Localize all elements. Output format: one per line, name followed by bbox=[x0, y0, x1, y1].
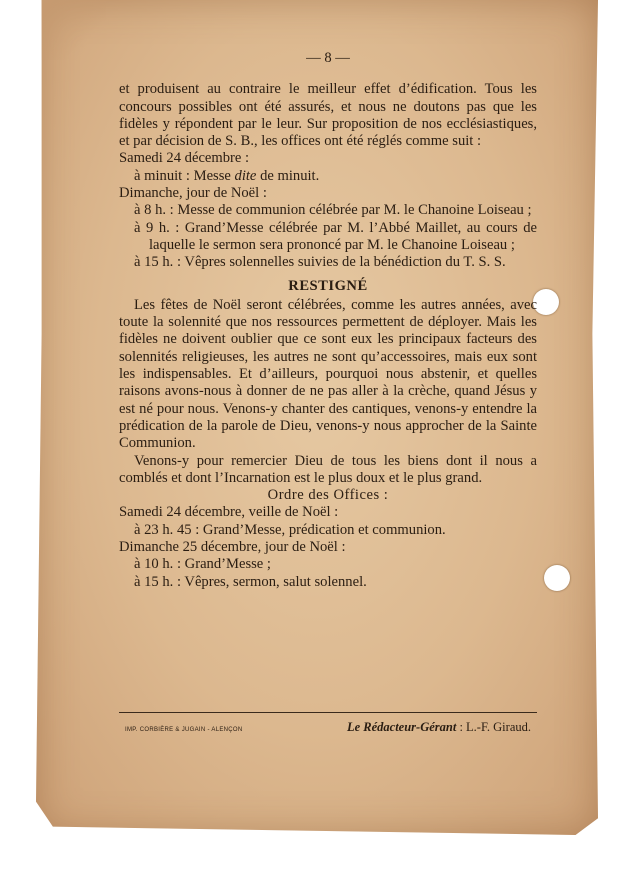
printer-imprint: IMP. CORBIÈRE & JUGAIN - ALENÇON bbox=[125, 727, 243, 733]
saturday-item: à minuit : Messe dite de minuit. bbox=[134, 167, 320, 184]
restigne-saturday-title: Samedi 24 décembre, veille de Noël : bbox=[119, 504, 339, 521]
restigne-sunday-title: Dimanche 25 décembre, jour de Noël : bbox=[119, 539, 346, 556]
sunday-item: à 15 h. : Vêpres solennelles suivies de la bénédiction du T. S. S. bbox=[134, 254, 506, 271]
sunday-title: Dimanche, jour de Noël : bbox=[119, 185, 267, 202]
restigne-paragraph: Les fêtes de Noël seront célébrées, comme les autres années, avec toute la solennité que nos ressources permettent de déployer. Mais les fidèles ne doivent oublier que ce sont eux les principaux facteurs des solennités religieuses, les autres ne sont qu’accessoires, mais eux sont les indispensables. Et d’ailleurs, pourquoi nous abstenir, et quelles raisons avons-nous à donner de ne pas aller à la crèche, quand Jésus y est né pour nous. Venons-y chanter des cantiques, venons-y entendre la prédication de la parole de Dieu, venons-y nous approcher de la Sainte Communion. bbox=[119, 296, 537, 452]
editor-credit: Le Rédacteur-Gérant : L.-F. Giraud. bbox=[346, 720, 531, 734]
restigne-sunday-item: à 15 h. : Vêpres, sermon, salut solennel. bbox=[134, 573, 367, 590]
restigne-sunday-item: à 10 h. : Grand’Messe ; bbox=[134, 556, 271, 573]
page-body bbox=[119, 50, 537, 591]
restigne-saturday-item: à 23 h. 45 : Grand’Messe, prédication et communion. bbox=[134, 521, 446, 538]
section-heading-restigne: RESTIGNÉ bbox=[288, 277, 368, 294]
order-of-offices-title: Ordre des Offices : bbox=[267, 487, 389, 504]
page-number: — 8 — bbox=[306, 50, 350, 66]
intro-paragraph: et produisent au contraire le meilleur effet d’édification. Tous les concours possibles ont été assurés, et nous ne doutons pas que les fidèles y répondent par le leur. Sur proposition de nos ecclésiastiques, et par décision de S. B., les offices ont été réglés comme suit : bbox=[119, 81, 537, 150]
page-footer bbox=[119, 712, 537, 735]
sunday-item: à 9 h. : Grand’Messe célébrée par M. l’Abbé Maillet, au cours de laquelle le sermon sera prononcé par M. le Chanoine Loiseau ; bbox=[134, 219, 537, 253]
restigne-paragraph: Venons-y pour remercier Dieu de tous les biens dont il nous a comblés et dont l’Incarnation est le plus doux et le plus grand. bbox=[119, 452, 537, 486]
sunday-item: à 8 h. : Messe de communion célébrée par M. le Chanoine Loiseau ; bbox=[134, 202, 532, 219]
punch-hole bbox=[544, 565, 570, 591]
saturday-title: Samedi 24 décembre : bbox=[119, 150, 250, 167]
